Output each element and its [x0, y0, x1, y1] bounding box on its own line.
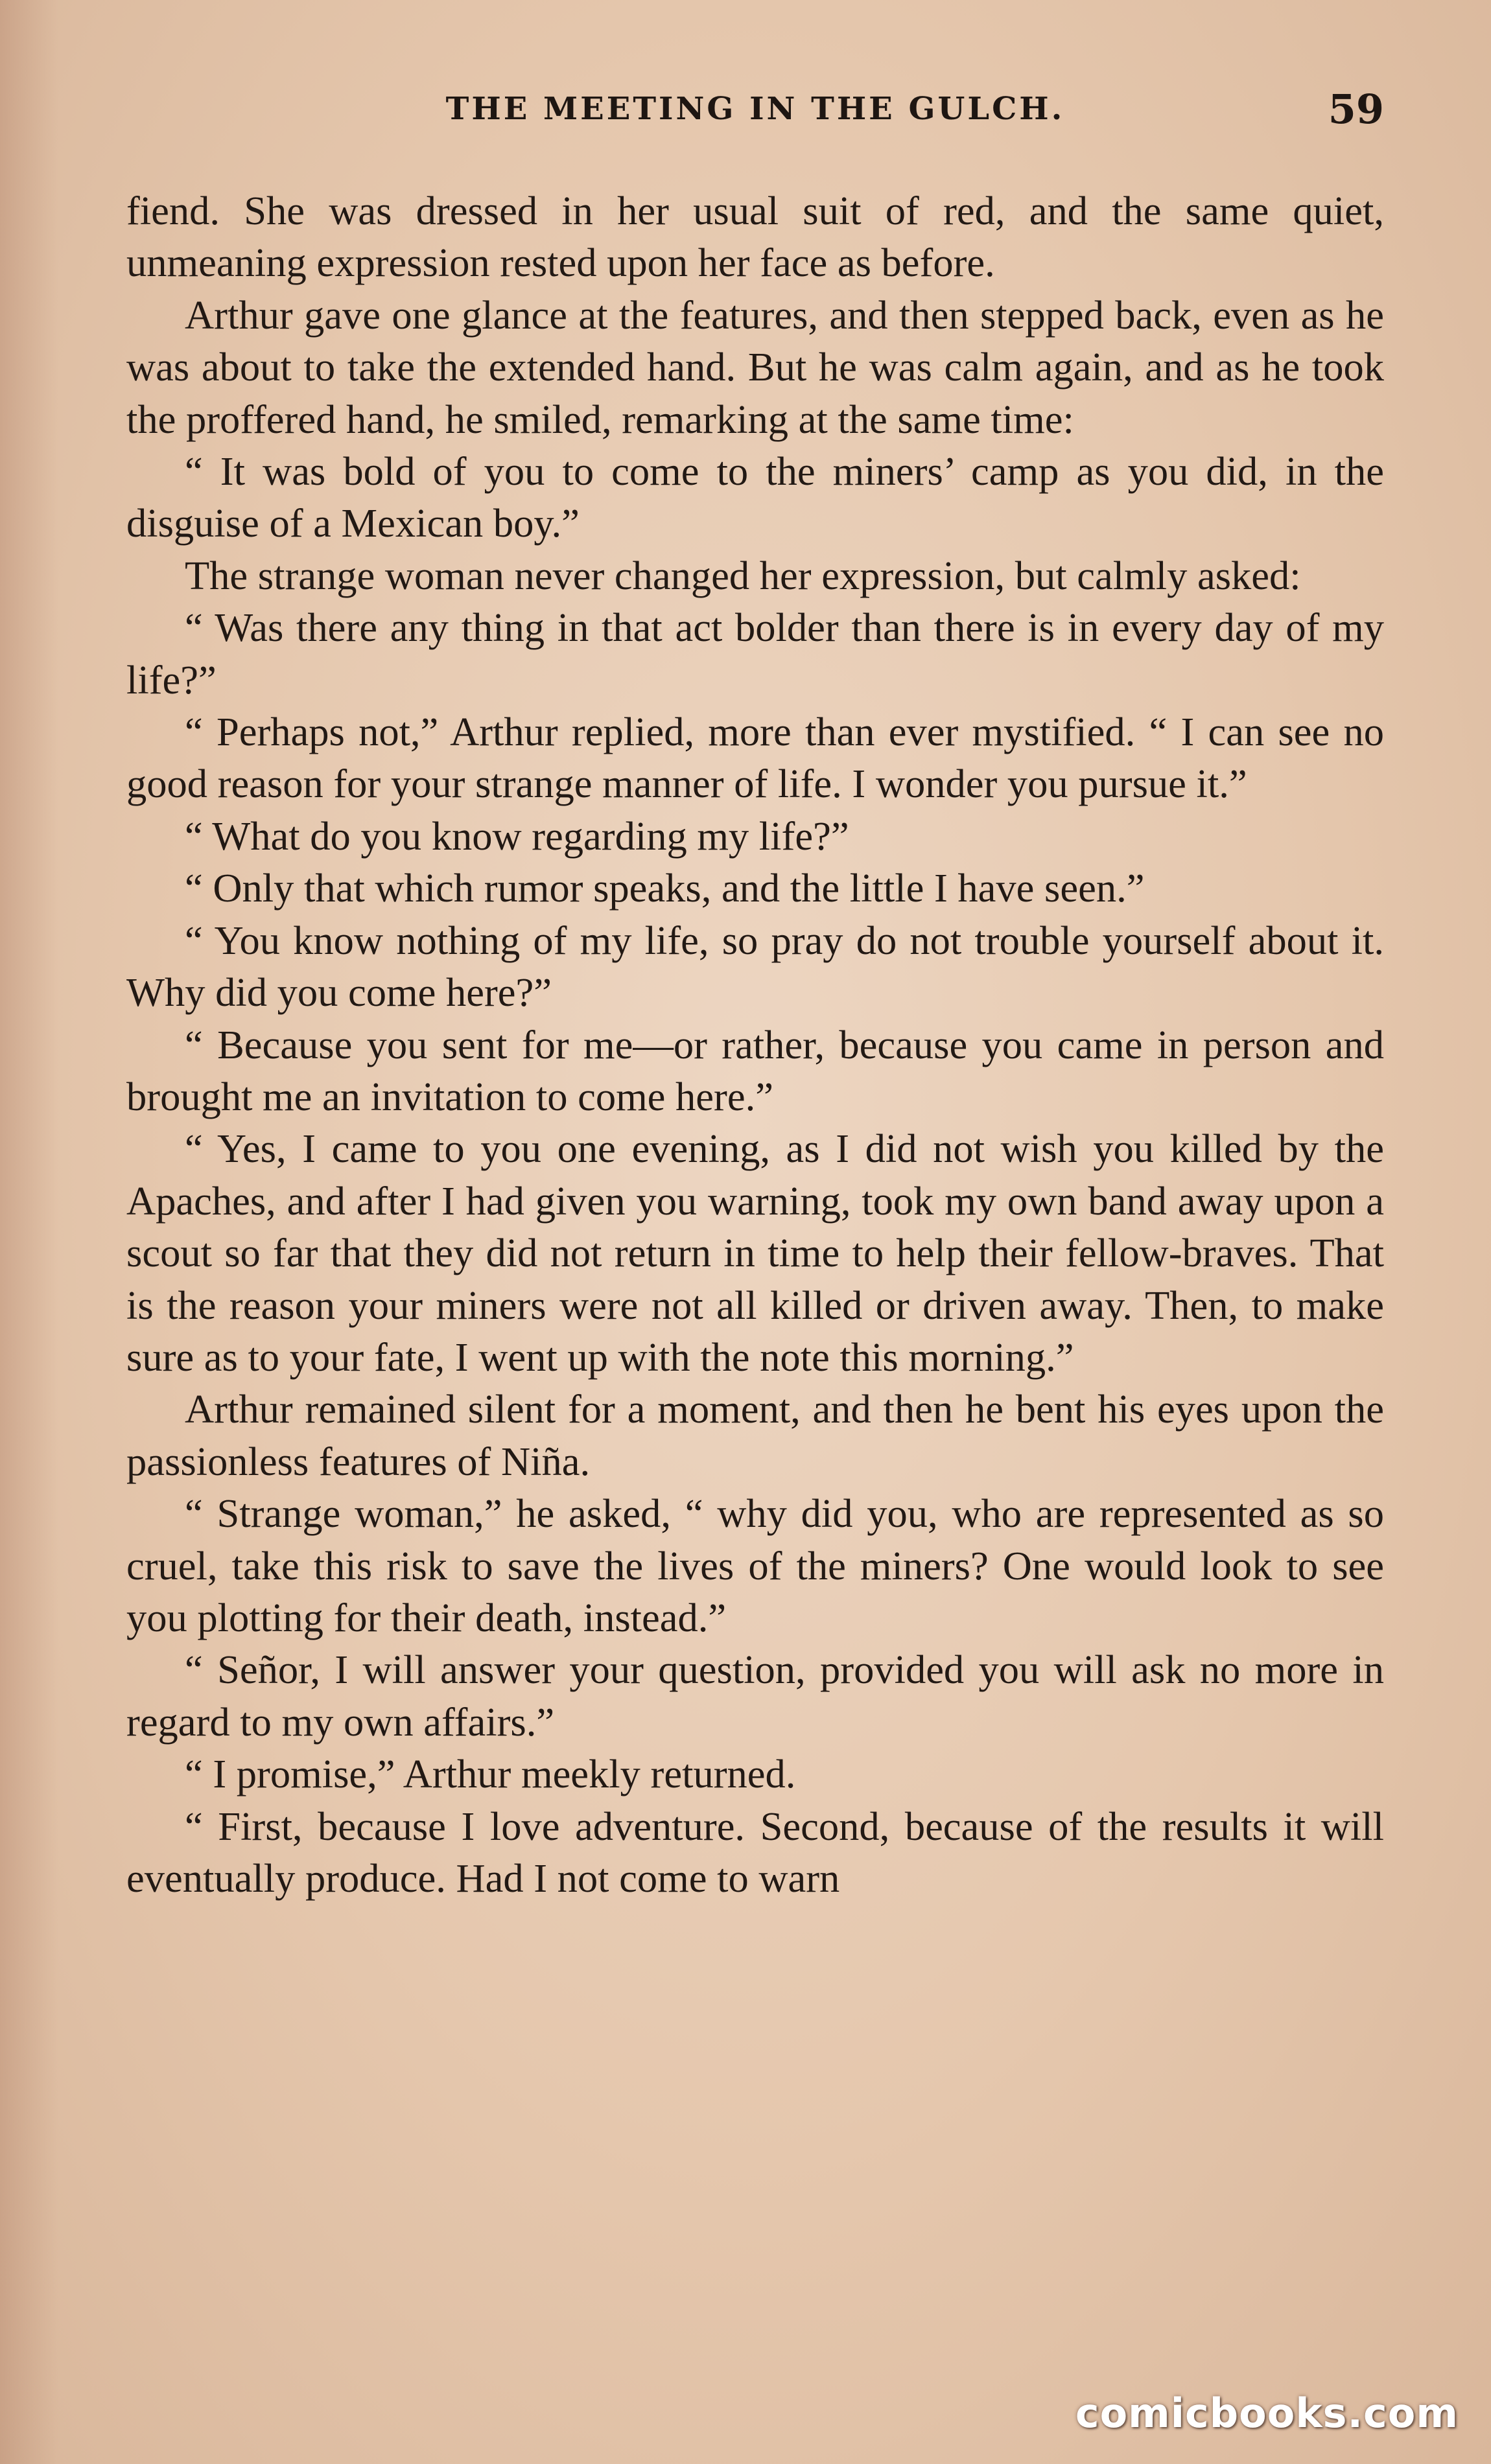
- paragraph: “ You know nothing of my life, so pray do not trouble yourself about it. Why did you come here?”: [126, 917, 1384, 1016]
- paragraph: “ Yes, I came to you one evening, as I did not wish you killed by the Apaches, and after I had given you warning, took my own band away upon a scout so far that they did not return in time to help their fellow-braves. That is the reason your miners were not all killed or driven away. Then, to make sure as to your fate, I went up with the note this morning.”: [126, 1126, 1384, 1380]
- paragraph: “ Señor, I will answer your question, provided you will ask no more in regard to my own affairs.”: [126, 1647, 1384, 1745]
- page-number: 59: [1328, 86, 1384, 133]
- paragraph: Arthur remained silent for a moment, and then he bent his eyes upon the passionless features of Niña.: [126, 1386, 1384, 1484]
- paragraph: “ I promise,” Arthur meekly returned.: [185, 1751, 796, 1797]
- paragraph: fiend. She was dressed in her usual suit of red, and the same quiet, unmeaning expression rested upon her face as before.: [126, 188, 1384, 286]
- paragraph: “ It was bold of you to come to the miners’ camp as you did, in the disguise of a Mexican boy.”: [126, 448, 1384, 546]
- page-header: [126, 86, 1384, 149]
- paragraph: “ First, because I love adventure. Second, because of the results it will eventually produce. Had I not come to warn: [126, 1803, 1384, 1901]
- paragraph: Arthur gave one glance at the features, and then stepped back, even as he was about to take the extended hand. But he was calm again, and as he took the proffered hand, he smiled, remarking at the same time:: [126, 292, 1384, 442]
- paragraph: “ Strange woman,” he asked, “ why did you, who are represented as so cruel, take this risk to save the lives of the miners? One would look to see you plotting for their death, instead.”: [126, 1491, 1384, 1640]
- body-text: [126, 185, 1384, 1904]
- paragraph: “ Was there any thing in that act bolder than there is in every day of my life?”: [126, 605, 1384, 703]
- paragraph: “ What do you know regarding my life?”: [185, 813, 849, 859]
- running-title: THE MEETING IN THE GULCH.: [445, 91, 1065, 127]
- paragraph: “ Because you sent for me—or rather, because you came in person and brought me an invitation to come here.”: [126, 1021, 1384, 1119]
- paragraph: The strange woman never changed her expression, but calmly asked:: [185, 552, 1301, 598]
- paragraph: “ Perhaps not,” Arthur replied, more than ever mystified. “ I can see no good reason for your strange manner of life. I wonder you pursue it.”: [126, 709, 1384, 807]
- page-edge-shadow: [0, 0, 58, 2464]
- watermark: comicbooks.com: [1075, 2389, 1459, 2437]
- paragraph: “ Only that which rumor speaks, and the little I have seen.”: [185, 865, 1145, 911]
